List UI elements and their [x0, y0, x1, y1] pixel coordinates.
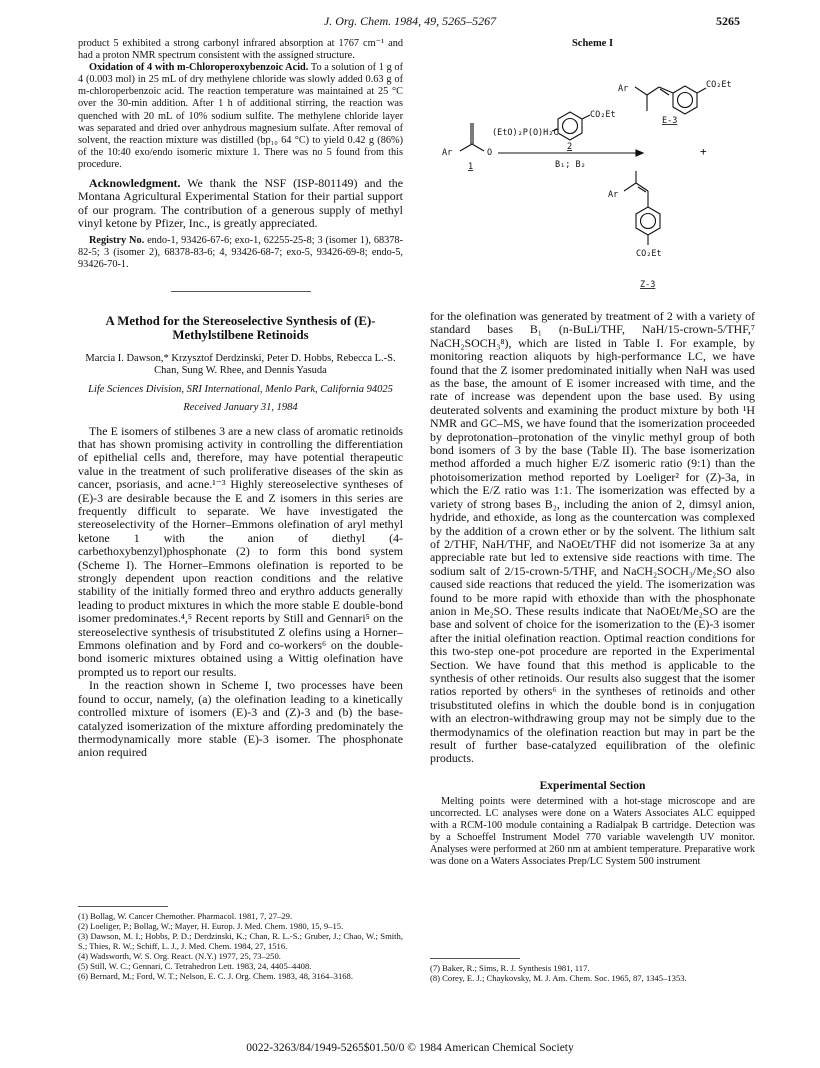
- compound-z3-label: Z-3: [640, 280, 656, 290]
- experimental-heading: Experimental Section: [539, 779, 646, 792]
- registry-text: endo-1, 93426-67-6; exo-1, 62255-25-8; 3 (isomer 1), 68378-82-5; 3 (isomer 2), 68378-83-6; 4, 93426-68-7; exo-5, 93426-69-8; endo-5, 93426-70-1.: [78, 234, 403, 270]
- left-footnotes: [78, 906, 403, 981]
- oxidation-paragraph: [78, 62, 403, 171]
- co2et-label-e3: CO₂Et: [706, 80, 732, 90]
- bases-label: B₁; B₂: [555, 160, 586, 170]
- registry-heading: Registry No.: [89, 234, 145, 246]
- acknowledgment: [78, 177, 403, 231]
- footnote: (5) Still, W. C.; Gennari, C. Tetrahedron Lett. 1983, 24, 4405–4408.: [78, 961, 312, 971]
- experimental-text: Melting points were determined with a hot-stage microscope and are uncorrected. LC analyses were done on a Waters Associates ALC equipped with a RCM-100 module containing a Radialpak B cartridge. Detection was by a Schoeffel Instrument Model 770 variable wavelength UV monitor. Analyses were performed at 260 nm at ambient temperature. Preparative work was done on a Waters Associates Prep/LC System 500 instrument: [430, 795, 755, 868]
- received-date: Received January 31, 1984: [183, 402, 298, 414]
- body-paragraph: The E isomers of stilbenes 3 are a new class of aromatic retinoids that has shown promising activity in controlling the differentiation of epithelial cells and, therefore, may have potential therapeutic value in the treatment of such proliferative diseases of the skin as cancer, psoriasis, and acne.¹⁻³ Highly stereoselective syntheses of (E)-3 are desirable because the E and Z isomers in this series are frequently difficult to separate. We have investigated the stereoselectivity of the Horner–Emmons olefination of aryl methyl ketone 1 with the anion of diethyl (4-carbethoxybenzyl)phosphonate (2) to form this bond system (Scheme I). The Horner–Emmons olefination is reported to be strongly dependent upon reaction conditions and the relative stability of the initially formed threo and erythro adducts generally leading to product mixtures in which the more stable E double-bond isomer predominates.⁴,⁵ Recent reports by Still and Gennari⁵ on the stereoselective synthesis of trisubstituted Z olefins using a Horner–Emmons olefination and by Ford and co-workers⁶ on the double-bond isomeric mixtures obtained using a Wittig olefination have prompted us to report our results.: [78, 423, 403, 679]
- right-footnotes: [430, 958, 755, 983]
- registry-numbers: [78, 235, 403, 271]
- compound-1-label: 1: [468, 162, 474, 172]
- footnote: (3) Dawson, M. I.; Hobbs, P. D.; Derdzinski, K.; Chan, R. L.-S.; Gruber, J.; Chao, W.; Smith, S.; Thies, R. W.; Schiff, L. J., J. Med. Chem. 1984, 27, 1516.: [78, 931, 403, 951]
- footnote: (2) Loeliger, P.; Bollag, W.; Mayer, H. Europ. J. Med. Chem. 1980, 15, 9–15.: [78, 921, 344, 931]
- footnote-divider: [430, 958, 520, 959]
- oxidation-text: To a solution of 1 g of 4 (0.003 mol) in 25 mL of dry methylene chloride was slowly added 0.63 g of m-chloroperbenzoic acid. The reaction temperature was maintained at 25 °C over the 30-min addition. After 1 h of additional stirring, the reaction was quenched with 20 mL of 10% sodium sulfite. The methylene chloride layer was separated and dried over anhydrous magnesium sulfate. After removal of solvent, the reaction mixture was distilled (bp₁₀ 64 °C) to yield 0.42 g (86%) of the 10:40 exo/endo isomeric mixture 1. There was no 5 found from this procedure.: [78, 62, 404, 170]
- footnote: (6) Bernard, M.; Ford, W. T.; Nelson, E. C. J. Org. Chem. 1983, 48, 3164–3168.: [78, 971, 353, 981]
- left-column: [78, 38, 403, 760]
- ar-label-z3: Ar: [608, 190, 619, 200]
- footnote: (1) Bollag, W. Cancer Chemother. Pharmacol. 1981, 7, 27–29.: [78, 911, 293, 921]
- article-divider: [171, 291, 311, 292]
- oxygen-label: O: [487, 148, 493, 158]
- oxidation-heading: Oxidation of 4 with m-Chloroperoxybenzoic Acid.: [89, 62, 309, 74]
- plus-sign: +: [700, 145, 707, 158]
- acknowledgment-heading: Acknowledgment.: [89, 176, 181, 191]
- ar-label-e3: Ar: [618, 84, 629, 94]
- page-footer: 0022-3263/84/1949-5265$01.50/0 © 1984 American Chemical Society: [246, 1042, 574, 1054]
- scheme-diagram: [430, 51, 755, 301]
- ar-label-1: Ar: [442, 148, 453, 158]
- footnote-divider: [78, 906, 168, 907]
- authors: Marcia I. Dawson,* Krzysztof Derdzinski, Peter D. Hobbs, Rebecca L.-S. Chan, Sung W. Rhee, and Dennis Yasuda: [85, 352, 396, 377]
- footnote: (7) Baker, R.; Sims, R. J. Synthesis 1981, 117.: [430, 963, 590, 973]
- right-column: [430, 38, 755, 868]
- acknowledgment-text: We thank the NSF (ISP-801149) and the Montana Agricultural Experimental Station for their partial support of our program. The contribution of a generous supply of methyl vinyl ketone by Pfizer, Inc., is greatly appreciated.: [78, 176, 403, 231]
- affiliation: Life Sciences Division, SRI International, Menlo Park, California 94025: [88, 383, 393, 395]
- footnote: (8) Corey, E. J.; Chaykovsky, M. J. Am. Chem. Soc. 1965, 87, 1345–1353.: [430, 973, 687, 983]
- footnote: (4) Wadsworth, W. S. Org. React. (N.Y.) 1977, 25, 73–250.: [78, 951, 281, 961]
- compound-2-label: 2: [567, 142, 573, 152]
- co2et-label-z3: CO₂Et: [636, 249, 662, 259]
- co2et-label-2: CO₂Et: [590, 110, 616, 120]
- article-title: A Method for the Stereoselective Synthesis of (E)-Methylstilbene Retinoids: [105, 313, 376, 343]
- page-number: 5265: [716, 14, 740, 28]
- paragraph: product 5 exhibited a strong carbonyl infrared absorption at 1767 cm⁻¹ and had a proton NMR spectrum consistent with the assigned structure.: [78, 38, 403, 62]
- body-paragraph: for the olefination was generated by treatment of 2 with a variety of standard bases B₁ (n-BuLi/THF, NaH/15-crown-5/THF,⁷ NaCH₂SOCH₃⁸), which are listed in Table I. For example, by monitoring reaction aliquots by high-performance LC, we have found that the Z isomer predominated initially when NaH was used as the base, the amount of E isomer increased with time, and the rate of increase was dependent upon the base used. By using deuterated solvents and examining the product mixture by both ¹H NMR and GC–MS, we have found that the isomerization proceeded by deprotonation–protonation of the vinylic methyl group of both bond isomers of 3 by the base (Table II). The base isomerization method afforded a much higher E/Z isomeric ratio (9:1) than the photoisomerization method reported by Loeliger² for (Z)-3a, in which the E/Z ratio was 1:1. The isomerization was effected by a variety of strong bases B₂, including the anion of 2, dimsyl anion, hydride, and ethoxide, as long as the countercation was complexed by the addition of a crown ether or by the solvent. The lithium salt of 2/THF, NaH/THF, and NaOEt/THF did not isomerize 3a at any appreciable rate but led to extensive side reactions with time. The sodium salt of 2/15-crown-5/THF, and NaCH₂SOCH₃/Me₂SO also caused side reactions that reduced the yield. The isomerization was found to be more rapid with ethoxide than with the phosphonate anion in Me₂SO. These results indicate that NaOEt/Me₂SO are the base and solvent of choice for the isomerization to the (E)-3 isomer after the initial olefination reaction. Optimal reaction conditions for this two-step one-pot procedure are reported in the Experimental Section. We have found that this method is applicable to the synthesis of other retinoids. Our results also suggest that the isomer ratios reported by others⁶ in the syntheses of retinoids and other trisubstituted olefins in which the double bond is in conjugation with an electron-withdrawing group may not be simply due to the thermodynamics of the olefination reaction but may in part be the result of further base-catalyzed equilibration of the olefinic products.: [430, 309, 755, 766]
- body-paragraph: In the reaction shown in Scheme I, two processes have been found to occur, namely, (a) the olefination leading to a kinetically controlled mixture of isomers (E)-3 and (Z)-3 and (b) the base-catalyzed isomerization of the mixture affording predominately the thermodynamically more stable (E)-3 isomer. The phosphonate anion required: [78, 678, 403, 760]
- running-header: [80, 14, 740, 30]
- reagent-label: (EtO)₂P(O)H₂C: [492, 128, 559, 138]
- scheme-title: Scheme I: [571, 38, 614, 49]
- journal-citation: J. Org. Chem. 1984, 49, 5265–5267: [323, 14, 497, 28]
- compound-e3-label: E-3: [662, 116, 678, 126]
